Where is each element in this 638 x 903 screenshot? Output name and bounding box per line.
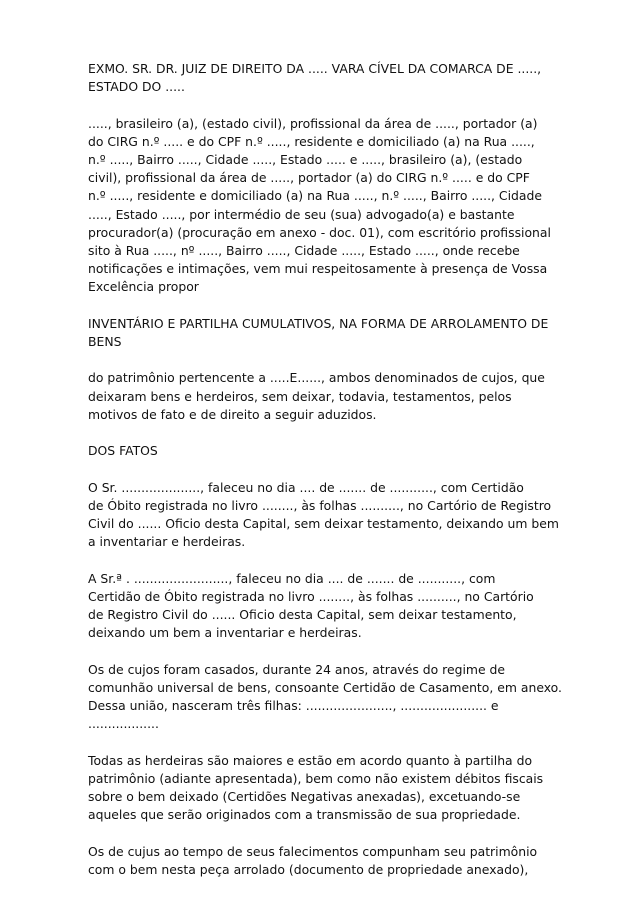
text-line: comunhão universal de bens, consoante Certidão de Casamento, em anexo. <box>88 679 562 695</box>
text-line: de Óbito registrada no livro ........, às folhas .........., no Cartório de Registro <box>88 497 552 513</box>
fact-assets-paragraph <box>88 843 558 879</box>
fact-heirs-paragraph <box>88 752 558 825</box>
text-line: civil), profissional da área de ....., portador (a) do CIRG n.º ..... e do CPF <box>88 170 530 186</box>
text-line: procurador(a) (procuração em anexo - doc. 01), com escritório profissional <box>88 224 551 240</box>
text-line: Os de cujus ao tempo de seus falecimentos compunham seu patrimônio <box>88 843 538 859</box>
text-line: ESTADO DO ..... <box>88 79 185 95</box>
text-line: deixando um bem a inventariar e herdeiras. <box>88 625 362 641</box>
text-line: BENS <box>88 334 122 350</box>
text-line: de Registro Civil do ...... Oficio desta Capital, sem deixar testamento, <box>88 607 517 622</box>
text-line: ....., Estado ....., por intermédio de seu (sua) advogado(a) e bastante <box>88 206 515 222</box>
facts-heading <box>88 442 558 460</box>
text-line: Civil do ...... Oficio desta Capital, sem deixar testamento, deixando um bem <box>88 516 559 531</box>
estate-intro-paragraph <box>88 369 558 424</box>
fact-marriage-paragraph <box>88 661 562 734</box>
fact-wife-paragraph <box>88 570 558 643</box>
text-line: aqueles que serão originados com a transmissão de sua propriedade. <box>88 807 521 823</box>
text-line: ....., brasileiro (a), (estado civil), profissional da área de ....., portador (a) <box>88 115 538 131</box>
text-line: a inventariar e herdeiras. <box>88 534 246 550</box>
text-line: sito à Rua ....., nº ....., Bairro ....., Cidade ....., Estado ....., onde recebe <box>88 243 520 259</box>
text-line: do CIRG n.º ..... e do CPF n.º ....., residente e domiciliado (a) na Rua ....., <box>88 133 535 149</box>
text-line: Dessa união, nasceram três filhas: ......................, ...................... e <box>88 698 499 713</box>
text-line: patrimônio (adiante apresentada), bem como não existem débitos fiscais <box>88 770 544 786</box>
document-page <box>88 60 562 897</box>
text-line: EXMO. SR. DR. JUIZ DE DIREITO DA ..... VARA CÍVEL DA COMARCA DE ....., <box>88 61 542 76</box>
addressee-paragraph <box>88 60 558 96</box>
text-line: .................. <box>88 716 159 732</box>
text-line: Excelência propor <box>88 279 199 295</box>
text-line: n.º ....., Bairro ....., Cidade ....., Estado ..... e ....., brasileiro (a), (estado <box>88 152 523 167</box>
text-line: notificações e intimações, vem mui respeitosamente à presença de Vossa <box>88 261 548 277</box>
text-line: A Sr.ª . ........................, faleceu no dia .... de ....... de ..........., com <box>88 570 496 586</box>
qualification-paragraph <box>88 115 558 297</box>
text-line: O Sr. ...................., faleceu no dia .... de ....... de ..........., com Certidão <box>88 479 524 495</box>
text-line: com o bem nesta peça arrolado (documento de propriedade anexado), <box>88 861 529 877</box>
text-line: Os de cujos foram casados, durante 24 anos, através do regime de <box>88 661 506 677</box>
text-line: Todas as herdeiras são maiores e estão em acordo quanto à partilha do <box>88 752 533 768</box>
text-line: motivos de fato e de direito a seguir aduzidos. <box>88 406 377 422</box>
fact-husband-paragraph <box>88 479 558 552</box>
text-line: deixaram bens e herdeiros, sem deixar, todavia, testamentos, pelos <box>88 388 512 404</box>
action-title-paragraph <box>88 315 558 351</box>
text-line: do patrimônio pertencente a .....E......, ambos denominados de cujos, que <box>88 370 545 386</box>
text-line: n.º ....., residente e domiciliado (a) na Rua ....., n.º ....., Bairro ....., Cidade <box>88 188 542 204</box>
text-line: Certidão de Óbito registrada no livro ........, às folhas .........., no Cartório <box>88 588 534 604</box>
text-line: DOS FATOS <box>88 443 158 459</box>
text-line: sobre o bem deixado (Certidões Negativas anexadas), excetuando-se <box>88 789 521 804</box>
text-line: INVENTÁRIO E PARTILHA CUMULATIVOS, NA FORMA DE ARROLAMENTO DE <box>88 315 549 331</box>
